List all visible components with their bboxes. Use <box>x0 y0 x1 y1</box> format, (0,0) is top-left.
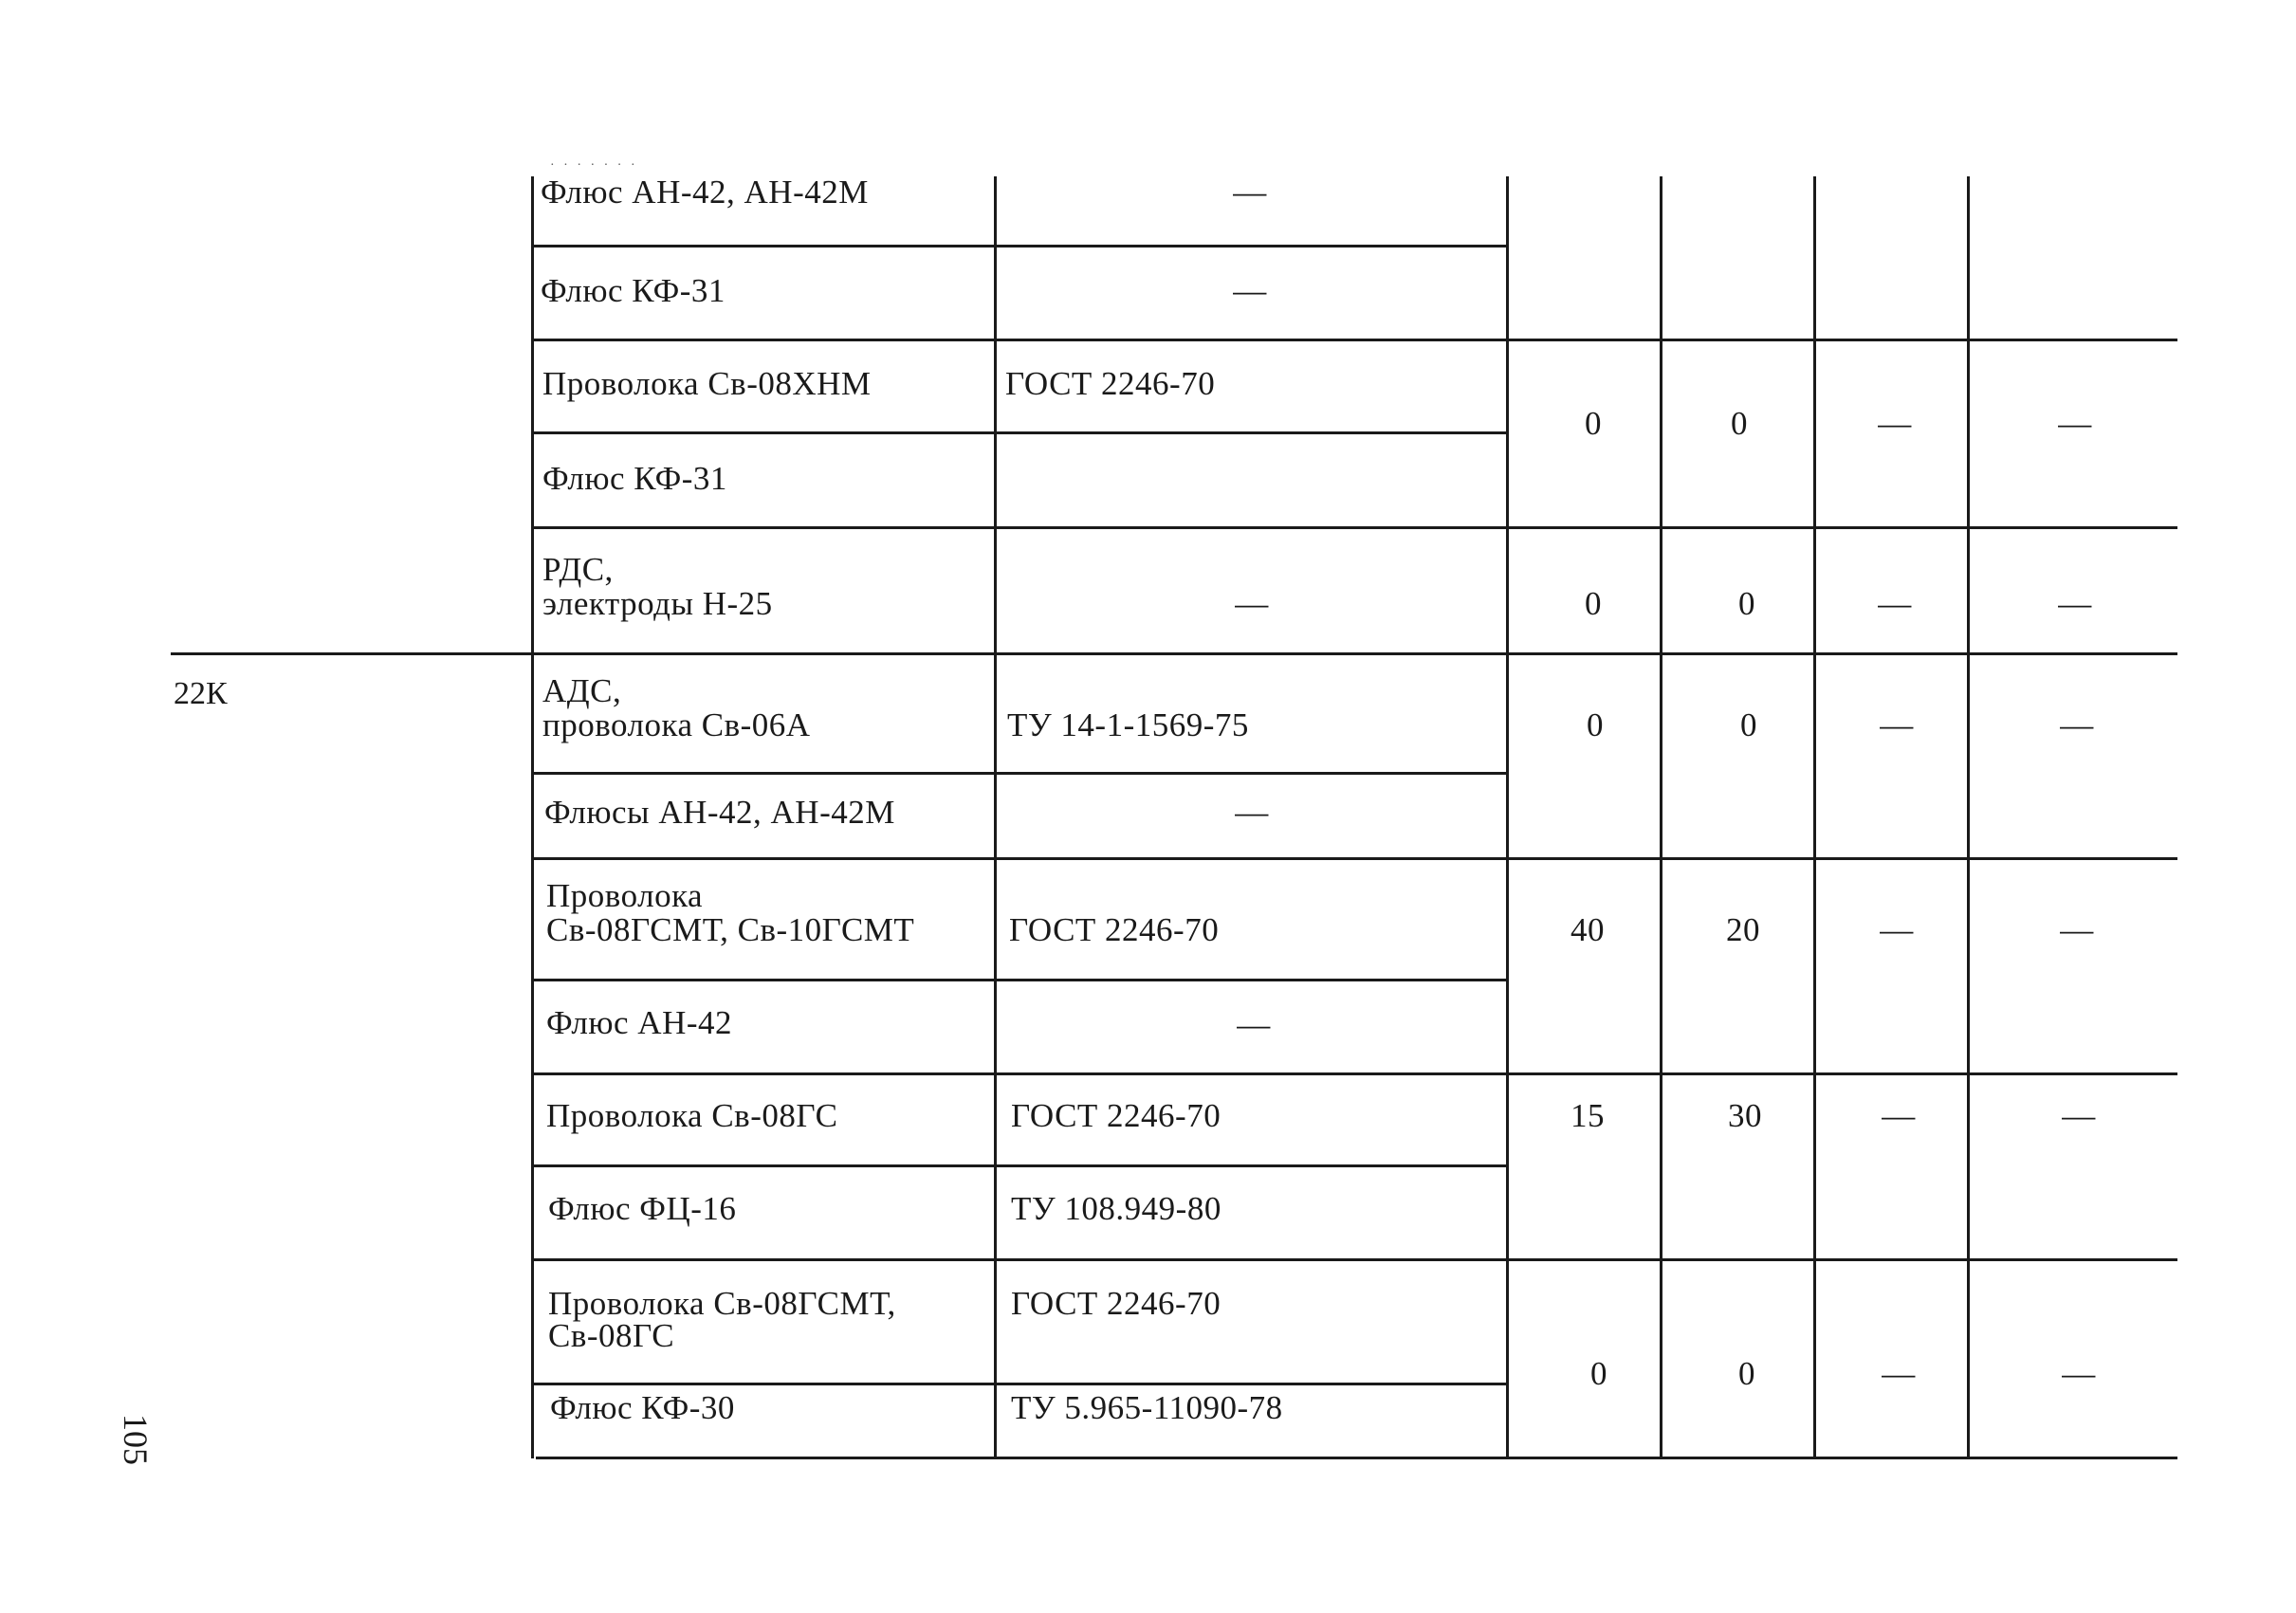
material-cell-line1: РДС, <box>542 551 614 588</box>
standard-cell: ГОСТ 2246-70 <box>1009 911 1220 948</box>
value-col3: — <box>1878 585 1912 622</box>
value-col2: 0 <box>1740 706 1757 743</box>
page-number: 105 <box>117 1414 155 1465</box>
material-cell-line2: электроды Н-25 <box>542 585 773 622</box>
column-divider <box>994 176 997 1458</box>
value-col4: — <box>2060 706 2094 743</box>
group-divider-full-width <box>171 652 2177 655</box>
standard-cell: ГОСТ 2246-70 <box>1005 365 1216 402</box>
value-col3: — <box>1880 911 1914 948</box>
value-col2: 0 <box>1738 1355 1755 1392</box>
material-cell-line2: Св-08ГС <box>548 1317 675 1354</box>
row-divider <box>531 857 2177 860</box>
cut-off-text-fragment: · · · · · · · <box>550 158 638 173</box>
standard-cell-empty-dash: — <box>1233 272 1267 309</box>
material-cell: Флюсы АН-42, АН-42М <box>544 794 895 831</box>
column-divider <box>1660 176 1662 1458</box>
value-col4: — <box>2060 911 2094 948</box>
material-cell: Флюс КФ-31 <box>542 460 727 497</box>
standard-cell-empty-dash: — <box>1235 794 1269 831</box>
material-cell-line1: АДС, <box>542 672 622 709</box>
value-col1: 0 <box>1587 706 1604 743</box>
value-col3: — <box>1882 1355 1916 1392</box>
value-col4: — <box>2058 585 2092 622</box>
row-divider <box>531 772 1508 775</box>
row-divider <box>531 526 2177 529</box>
row-divider <box>531 431 1508 434</box>
standard-cell-empty-dash: — <box>1237 1006 1271 1043</box>
standard-cell: ТУ 108.949-80 <box>1011 1190 1221 1227</box>
value-col1: 0 <box>1585 585 1602 622</box>
material-cell-line1: Проволока Св-08ГСМТ, <box>548 1285 896 1322</box>
standard-cell: ГОСТ 2246-70 <box>1011 1285 1221 1322</box>
standard-cell-empty-dash: — <box>1233 174 1267 211</box>
value-col4: — <box>2058 405 2092 442</box>
row-divider <box>531 979 1508 981</box>
value-col2: 30 <box>1728 1097 1762 1134</box>
table-left-border <box>531 176 534 1458</box>
material-cell-line1: Проволока <box>546 877 704 914</box>
table-bottom-border <box>536 1457 2177 1459</box>
row-divider <box>531 245 1508 247</box>
material-cell: Флюс КФ-31 <box>541 272 726 309</box>
column-divider <box>1813 176 1816 1458</box>
row-divider <box>531 1072 2177 1075</box>
material-cell: Флюс ФЦ-16 <box>548 1190 737 1227</box>
material-cell: Флюс КФ-30 <box>550 1389 735 1426</box>
value-col1: 15 <box>1570 1097 1605 1134</box>
material-cell: Проволока Св-08ХНМ <box>542 365 872 402</box>
row-divider <box>531 1383 1508 1385</box>
steel-group-label: 22К <box>174 676 228 711</box>
value-col1: 0 <box>1590 1355 1607 1392</box>
material-cell-line2: Св-08ГСМТ, Св-10ГСМТ <box>546 911 915 948</box>
row-divider <box>531 1258 2177 1261</box>
value-col1: 40 <box>1570 911 1605 948</box>
material-cell: Флюс АН-42, АН-42М <box>541 174 869 211</box>
value-col4: — <box>2062 1355 2096 1392</box>
row-divider <box>531 339 2177 341</box>
material-cell: Флюс АН-42 <box>546 1004 733 1041</box>
column-divider <box>1967 176 1970 1458</box>
row-divider <box>531 1164 1508 1167</box>
standard-cell-empty-dash: — <box>1235 585 1269 622</box>
value-col2: 20 <box>1726 911 1760 948</box>
material-cell: Проволока Св-08ГС <box>546 1097 838 1134</box>
standard-cell: ТУ 14-1-1569-75 <box>1007 706 1249 743</box>
value-col1: 0 <box>1585 405 1602 442</box>
value-col2: 0 <box>1731 405 1748 442</box>
value-col3: — <box>1878 405 1912 442</box>
value-col3: — <box>1880 706 1914 743</box>
value-col3: — <box>1882 1097 1916 1134</box>
value-col2: 0 <box>1738 585 1755 622</box>
column-divider <box>1506 176 1509 1458</box>
standard-cell: ТУ 5.965-11090-78 <box>1011 1389 1283 1426</box>
material-cell-line2: проволока Св-06А <box>542 706 811 743</box>
value-col4: — <box>2062 1097 2096 1134</box>
standard-cell: ГОСТ 2246-70 <box>1011 1097 1221 1134</box>
